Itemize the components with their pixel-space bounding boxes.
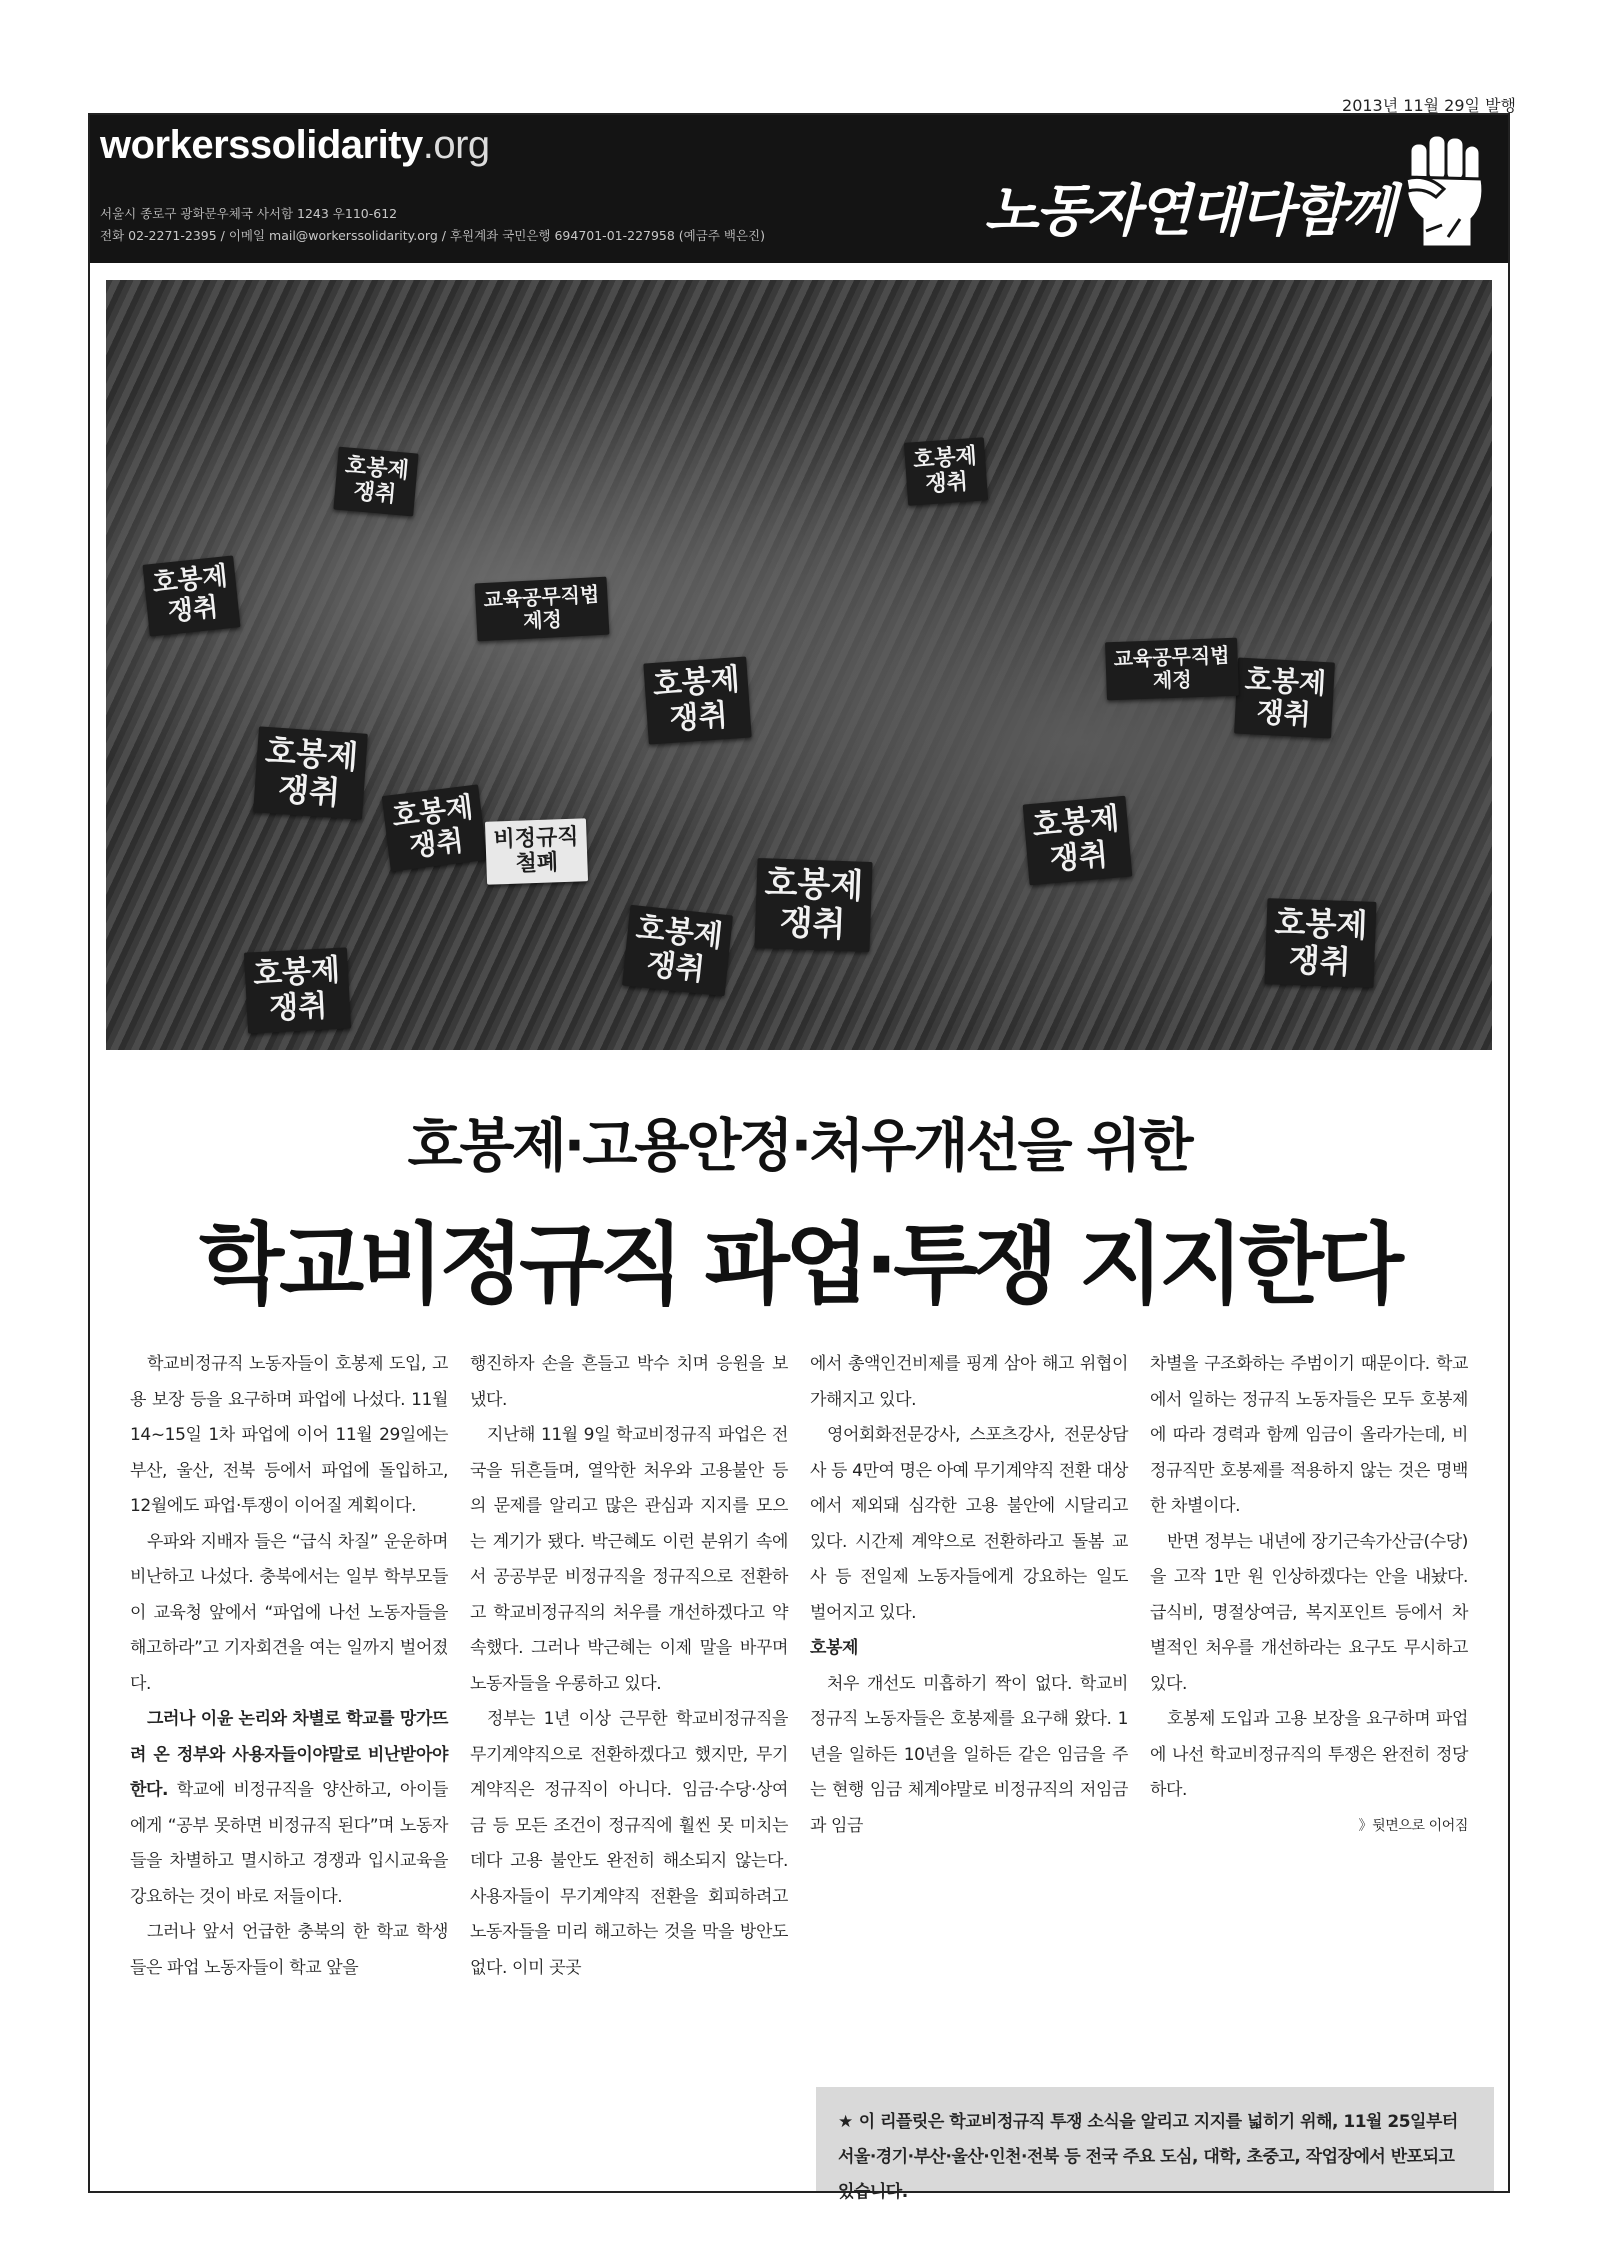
paragraph: 우파와 지배자 들은 “급식 차질” 운운하며 비난하고 나섰다. 충북에서는 일부 학부모들이 교육청 앞에서 “파업에 나선 노동자들을 해고하라”고 기자회견을 여는 일까지 벌어졌다. bbox=[130, 1531, 448, 1694]
distribution-notice bbox=[816, 2087, 1494, 2202]
paragraph: 반면 정부는 내년에 장기근속가산금(수당)을 고작 1만 원 인상하겠다는 안을 내놨다. 급식비, 명절상여금, 복지포인트 등에서 차별적인 처우를 개선하라는 요구도 무시하고 있다. bbox=[1150, 1531, 1468, 1694]
protest-sign: 호봉제 쟁취 bbox=[1265, 898, 1377, 987]
continued-on-back-link[interactable]: 》뒷면으로 이어짐 bbox=[1358, 1817, 1468, 1834]
paragraph: 처우 개선도 미흡하기 짝이 없다. 학교비정규직 노동자들은 호봉제를 요구해 왔다. 1년을 일하든 10년을 일하든 같은 임금을 주는 현행 임금 체계야말로 비정규직의 저임금과 임금 bbox=[810, 1673, 1128, 1836]
contact-details: 전화 02-2271-2395 / 이메일 mail@workerssolidarity.org / 후원계좌 국민은행 694701-01-227958 (예금주 백은진) bbox=[100, 228, 765, 243]
headline-subtitle: 호봉제·고용안정·처우개선을 위한 bbox=[407, 1113, 1191, 1179]
protest-sign: 호봉제 쟁취 bbox=[754, 858, 872, 952]
protest-sign: 비정규직 철폐 bbox=[485, 818, 588, 884]
paragraph: 지난해 11월 9일 학교비정규직 파업은 전국을 뒤흔들며, 열악한 처우와 고용불안 등의 문제를 알리고 많은 관심과 지지를 모으는 계기가 됐다. 박근혜도 이런 분위기 속에서 공공부문 비정규직을 정규직으로 전환하고 학교비정규직의 처우를 개선하겠다고 약속했다. 그러나 박근혜는 이제 말을 바꾸며 노동자들을 우롱하고 있다. bbox=[470, 1425, 788, 1694]
protest-sign: 호봉제 쟁취 bbox=[333, 447, 418, 516]
section-subhead: 호봉제 bbox=[810, 1638, 859, 1658]
article-column-1 bbox=[130, 1347, 448, 1986]
protest-sign: 호봉제 쟁취 bbox=[904, 437, 988, 505]
paragraph-continuation: 학교에 비정규직을 양산하고, 아이들에게 “공부 못하면 비정규직 된다”며 노동자들을 차별하고 멸시하고 경쟁과 입시교육을 강요하는 것이 바로 저들이다. bbox=[130, 1780, 448, 1907]
protest-sign: 호봉제 쟁취 bbox=[622, 905, 733, 996]
paragraph: 그러나 앞서 언급한 충북의 한 학교 학생들은 파업 노동자들이 학교 앞을 bbox=[130, 1922, 448, 1978]
paragraph: 학교비정규직 노동자들이 호봉제 도입, 고용 보장 등을 요구하며 파업에 나섰다. 11월 14~15일 1차 파업에 이어 11월 29일에는 부산, 울산, 전북 등에서 파업에 돌입하고, 12월에도 파업·투쟁이 이어질 계획이다. bbox=[130, 1354, 448, 1516]
raised-fist-icon bbox=[1396, 127, 1494, 251]
site-name-main: workerssolidarity bbox=[100, 123, 423, 167]
issue-date: 2013년 11월 29일 발행 bbox=[1342, 96, 1516, 115]
article-column-4 bbox=[1150, 1347, 1468, 1844]
paragraph: 호봉제 도입과 고용 보장을 요구하며 파업에 나선 학교비정규직의 투쟁은 완전히 정당하다. bbox=[1150, 1709, 1468, 1800]
masthead-contact-info bbox=[100, 203, 765, 247]
article-column-3 bbox=[810, 1347, 1128, 1844]
protest-sign: 호봉제 쟁취 bbox=[253, 726, 367, 819]
article-body bbox=[130, 1347, 1470, 2167]
paragraph: 정부는 1년 이상 근무한 학교비정규직을 무기계약직으로 전환하겠다고 했지만, 무기계약직은 정규직이 아니다. 임금·수당·상여금 등 모든 조건이 정규직에 훨씬 못 미치는데다 고용 불안도 완전히 해소되지 않는다. 사용자들이 무기계약직 전환을 회피하려고 노동자들을 미리 해고하는 것을 막을 방안도 없다. 이미 곳곳 bbox=[470, 1709, 788, 1978]
protest-sign: 호봉제 쟁취 bbox=[244, 947, 351, 1033]
article-column-2 bbox=[470, 1347, 788, 1986]
star-icon: ★ bbox=[838, 2112, 853, 2132]
site-name-tld: .org bbox=[422, 123, 490, 167]
paragraph: 영어회화전문강사, 스포츠강사, 전문상담사 등 4만여 명은 아예 무기계약직 전환 대상에서 제외돼 심각한 고용 불안에 시달리고 있다. 시간제 계약으로 전환하라고 돌봄 교사 등 전일제 노동자들에게 강요하는 일도 벌어지고 있다. bbox=[810, 1425, 1128, 1623]
protest-sign: 호봉제 쟁취 bbox=[1234, 658, 1335, 739]
protest-sign: 교육공무직법 제정 bbox=[1105, 638, 1239, 701]
protest-sign: 호봉제 쟁취 bbox=[142, 555, 240, 636]
paragraph: 행진하자 손을 흔들고 박수 치며 응원을 보냈다. bbox=[470, 1354, 788, 1410]
paragraph bbox=[130, 1702, 448, 1915]
masthead bbox=[90, 115, 1508, 263]
paragraph: 차별을 구조화하는 주범이기 때문이다. 학교에서 일하는 정규직 노동자들은 모두 호봉제에 따라 경력과 함께 임금이 올라가는데, 비정규직만 호봉제를 적용하지 않는 것은 명백한 차별이다. bbox=[1150, 1354, 1468, 1516]
postal-address: 서울시 종로구 광화문우체국 사서함 1243 우110-612 bbox=[100, 206, 398, 221]
leaflet-frame bbox=[88, 113, 1510, 2202]
notice-text: 이 리플릿은 학교비정규직 투쟁 소식을 알리고 지지를 넓히기 위해, 11월 25일부터 서울·경기·부산·울산·인천·전북 등 전국 주요 도심, 대학, 초중고, 작업장에서 반포되고 있습니다. bbox=[838, 2112, 1458, 2202]
site-name[interactable] bbox=[100, 123, 490, 168]
protest-sign: 호봉제 쟁취 bbox=[643, 657, 751, 745]
emphasis-text: 그러나 이윤 논리와 차별로 학교를 망가뜨려 온 정부와 사용자들이야말로 비난받아야 한다. bbox=[130, 1709, 448, 1800]
protest-sign: 교육공무직법 제정 bbox=[475, 577, 610, 642]
headline-title: 학교비정규직 파업·투쟁 지지한다 bbox=[199, 1213, 1399, 1316]
protest-sign: 호봉제 쟁취 bbox=[382, 784, 488, 872]
protest-photo bbox=[106, 280, 1492, 1050]
protest-sign: 호봉제 쟁취 bbox=[1023, 796, 1133, 886]
paragraph: 에서 총액인건비제를 핑계 삼아 해고 위협이 가해지고 있다. bbox=[810, 1354, 1128, 1410]
brand-title: 노동자연대다함께 bbox=[984, 179, 1393, 244]
